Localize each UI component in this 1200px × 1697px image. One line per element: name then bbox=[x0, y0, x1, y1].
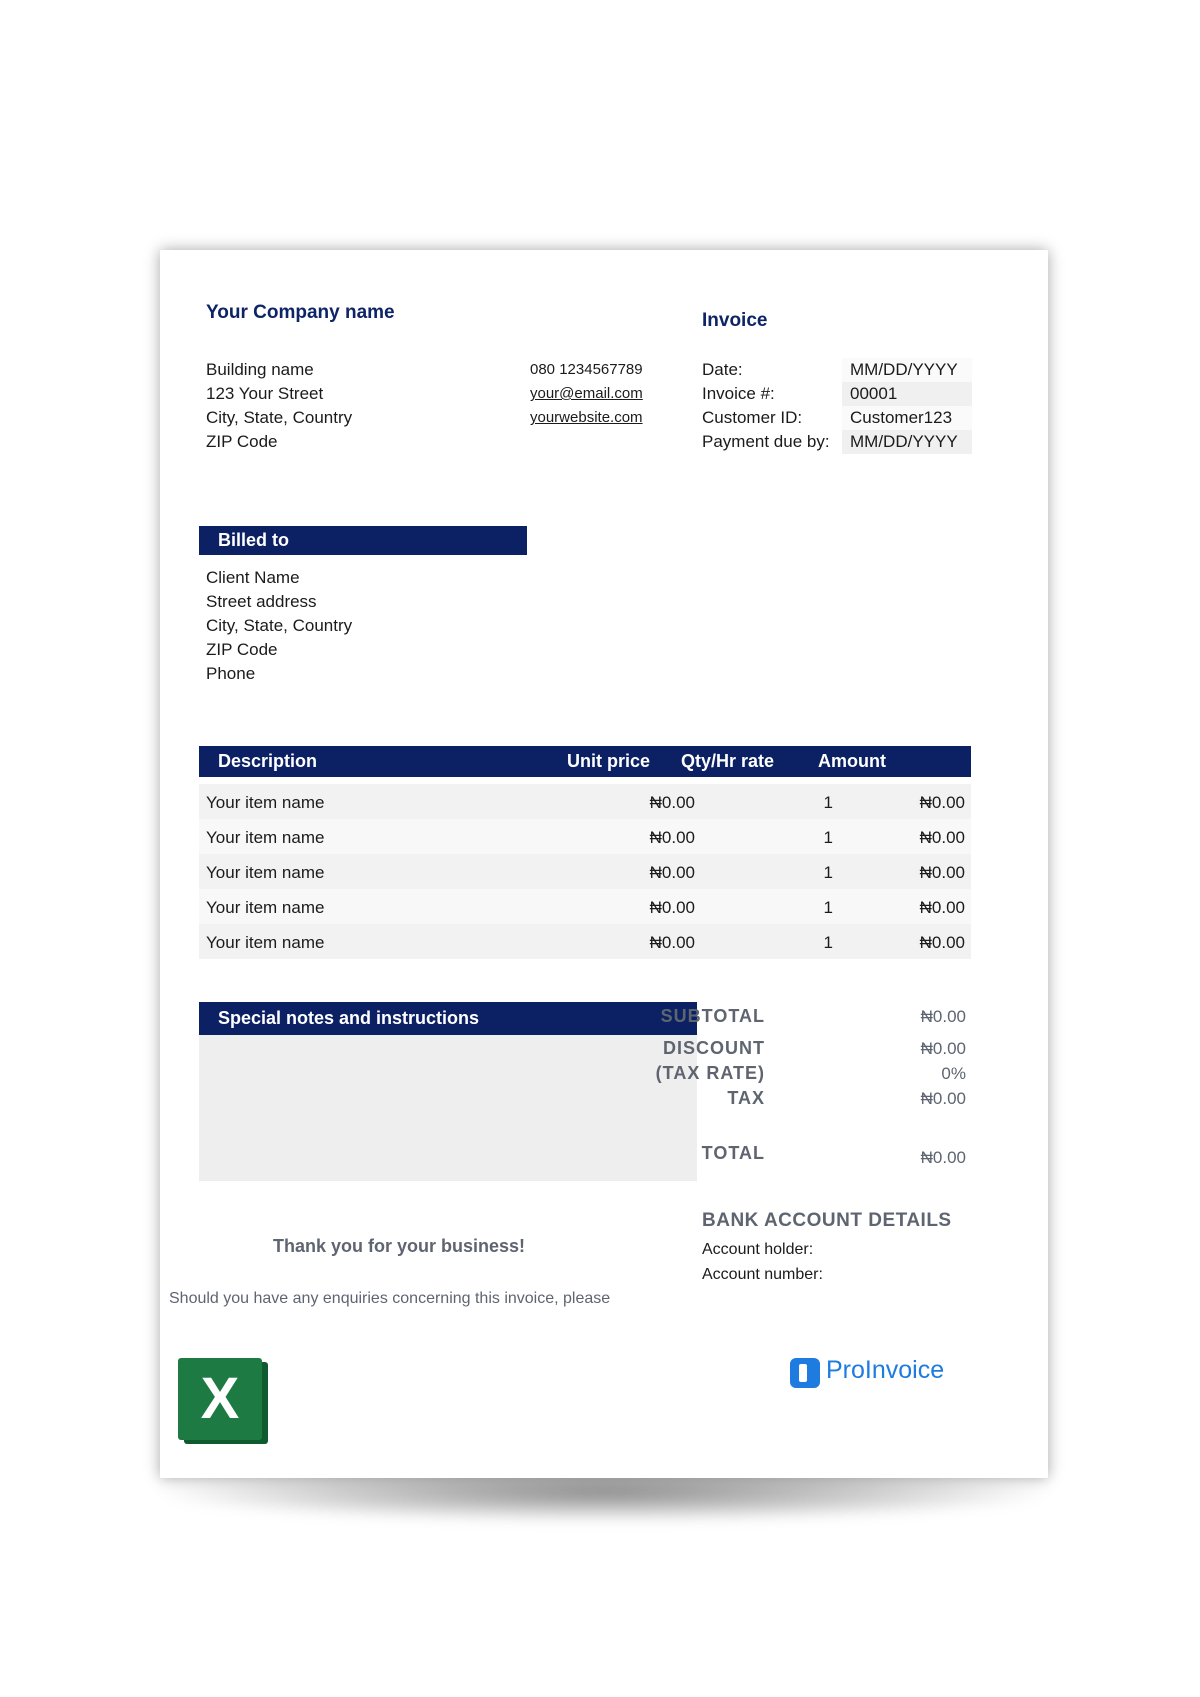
payment-due-value[interactable]: MM/DD/YYYY bbox=[842, 430, 972, 454]
client-line: ZIP Code bbox=[206, 640, 278, 659]
date-value[interactable]: MM/DD/YYYY bbox=[842, 358, 972, 382]
company-address bbox=[206, 358, 352, 454]
date-label: Date: bbox=[702, 360, 743, 379]
table-row[interactable] bbox=[199, 924, 971, 959]
thank-you-message: Thank you for your business! bbox=[273, 1236, 526, 1256]
table-row[interactable] bbox=[199, 784, 971, 819]
client-line: City, State, Country bbox=[206, 616, 353, 635]
column-header-amount: Amount bbox=[818, 751, 886, 771]
tax-label: TAX bbox=[727, 1088, 765, 1108]
discount-value: ₦0.00 bbox=[920, 1039, 966, 1058]
discount-label: DISCOUNT bbox=[663, 1038, 765, 1058]
column-header-unit-price: Unit price bbox=[567, 751, 651, 771]
invoice-number-value[interactable]: 00001 bbox=[842, 382, 972, 406]
table-row[interactable] bbox=[199, 854, 971, 889]
total-value: ₦0.00 bbox=[920, 1148, 966, 1167]
tax-rate-label: (TAX RATE) bbox=[655, 1063, 765, 1083]
address-line: 123 Your Street bbox=[206, 384, 324, 403]
column-header-qty: Qty/Hr rate bbox=[681, 751, 775, 771]
account-number-label: Account number: bbox=[702, 1266, 823, 1283]
items-table-header bbox=[199, 746, 971, 777]
item-description: Your item name bbox=[206, 933, 325, 952]
enquiry-note: Should you have any enquiries concerning this invoice, please bbox=[169, 1290, 611, 1307]
tax-rate-value: 0% bbox=[941, 1064, 966, 1083]
company-website[interactable]: yourwebsite.com bbox=[530, 409, 643, 426]
company-name: Your Company name bbox=[206, 302, 395, 323]
invoice-document bbox=[160, 250, 1048, 1478]
item-description: Your item name bbox=[206, 898, 325, 917]
address-line: City, State, Country bbox=[206, 408, 353, 427]
item-unit-price: ₦0.00 bbox=[649, 863, 695, 882]
item-qty: 1 bbox=[823, 933, 833, 952]
item-amount: ₦0.00 bbox=[919, 793, 965, 812]
item-unit-price: ₦0.00 bbox=[649, 898, 695, 917]
item-amount: ₦0.00 bbox=[919, 828, 965, 847]
item-description: Your item name bbox=[206, 863, 325, 882]
total-label: TOTAL bbox=[701, 1143, 765, 1163]
account-holder-label: Account holder: bbox=[702, 1241, 814, 1258]
company-phone: 080 1234567789 bbox=[530, 361, 643, 378]
customer-id-label: Customer ID: bbox=[702, 408, 803, 427]
billed-to-heading: Billed to bbox=[199, 526, 527, 555]
item-unit-price: ₦0.00 bbox=[649, 793, 695, 812]
proinvoice-mark-icon bbox=[790, 1358, 820, 1388]
notes-box[interactable] bbox=[199, 1035, 697, 1181]
client-line: Phone bbox=[206, 664, 256, 683]
excel-icon: X bbox=[178, 1358, 262, 1440]
table-row[interactable] bbox=[199, 819, 971, 854]
item-qty: 1 bbox=[823, 828, 833, 847]
item-unit-price: ₦0.00 bbox=[649, 933, 695, 952]
company-contact bbox=[530, 358, 643, 430]
item-qty: 1 bbox=[823, 863, 833, 882]
item-amount: ₦0.00 bbox=[919, 933, 965, 952]
billed-to-details bbox=[206, 566, 352, 686]
company-email[interactable]: your@email.com bbox=[530, 385, 643, 402]
address-line: ZIP Code bbox=[206, 432, 278, 451]
bank-details bbox=[702, 1237, 823, 1287]
payment-due-label: Payment due by: bbox=[702, 432, 830, 451]
item-amount: ₦0.00 bbox=[919, 863, 965, 882]
bank-details-heading: BANK ACCOUNT DETAILS bbox=[702, 1210, 952, 1231]
proinvoice-brand-name: ProInvoice bbox=[826, 1356, 945, 1384]
invoice-meta-values bbox=[842, 358, 972, 454]
invoice-meta-labels bbox=[702, 358, 830, 454]
table-row[interactable] bbox=[199, 889, 971, 924]
item-amount: ₦0.00 bbox=[919, 898, 965, 917]
items-table bbox=[199, 784, 971, 959]
item-qty: 1 bbox=[823, 898, 833, 917]
subtotal-label: SUBTOTAL bbox=[660, 1006, 765, 1026]
invoice-title: Invoice bbox=[702, 310, 768, 331]
notes-heading: Special notes and instructions bbox=[199, 1002, 697, 1035]
item-description: Your item name bbox=[206, 793, 325, 812]
subtotal-value: ₦0.00 bbox=[920, 1007, 966, 1026]
invoice-number-label: Invoice #: bbox=[702, 384, 775, 403]
client-line: Street address bbox=[206, 592, 317, 611]
tax-value: ₦0.00 bbox=[920, 1089, 966, 1108]
item-qty: 1 bbox=[823, 793, 833, 812]
address-line: Building name bbox=[206, 360, 314, 379]
item-description: Your item name bbox=[206, 828, 325, 847]
client-line: Client Name bbox=[206, 568, 300, 587]
item-unit-price: ₦0.00 bbox=[649, 828, 695, 847]
customer-id-value[interactable]: Customer123 bbox=[842, 406, 972, 430]
column-header-description: Description bbox=[218, 751, 318, 771]
